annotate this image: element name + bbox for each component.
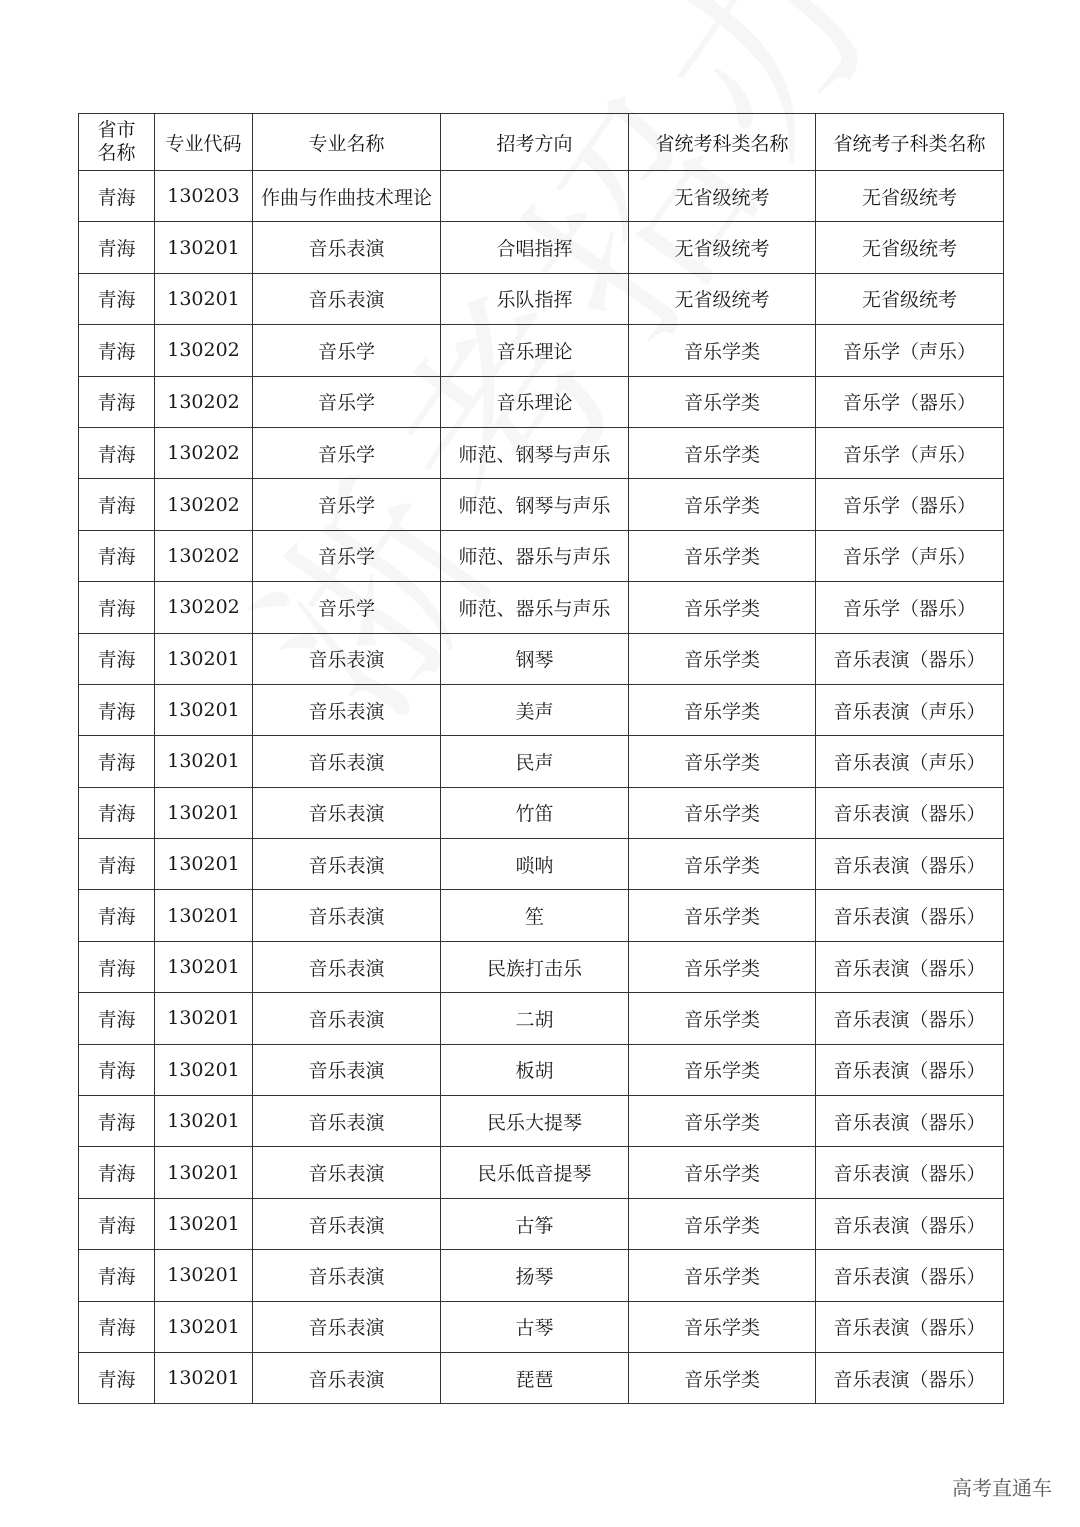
cell-major: 音乐表演 (253, 1352, 441, 1403)
table-body (79, 171, 1004, 1404)
cell-direction: 乐队指挥 (441, 273, 629, 324)
cell-major: 音乐学 (253, 427, 441, 478)
cell-exam-subcategory: 音乐表演（器乐） (816, 839, 1004, 890)
cell-major: 作曲与作曲技术理论 (253, 171, 441, 222)
cell-province: 青海 (79, 479, 155, 530)
cell-code: 130201 (155, 1301, 253, 1352)
table-row (79, 479, 1004, 530)
cell-province: 青海 (79, 1301, 155, 1352)
cell-province: 青海 (79, 1147, 155, 1198)
cell-code: 130201 (155, 890, 253, 941)
cell-code: 130201 (155, 1044, 253, 1095)
cell-direction: 合唱指挥 (441, 222, 629, 273)
cell-exam-category: 音乐学类 (629, 325, 816, 376)
cell-exam-subcategory: 音乐表演（器乐） (816, 1147, 1004, 1198)
cell-exam-subcategory: 音乐学（声乐） (816, 325, 1004, 376)
cell-exam-category: 音乐学类 (629, 376, 816, 427)
cell-code: 130201 (155, 736, 253, 787)
cell-exam-subcategory: 音乐表演（器乐） (816, 1352, 1004, 1403)
cell-direction: 琵琶 (441, 1352, 629, 1403)
table-row (79, 1352, 1004, 1403)
header-province-line2: 名称 (97, 142, 136, 164)
cell-province: 青海 (79, 582, 155, 633)
cell-major: 音乐学 (253, 325, 441, 376)
cell-direction: 师范、器乐与声乐 (441, 530, 629, 581)
cell-direction: 音乐理论 (441, 325, 629, 376)
cell-exam-category: 音乐学类 (629, 787, 816, 838)
cell-exam-category: 音乐学类 (629, 582, 816, 633)
cell-code: 130201 (155, 684, 253, 735)
cell-exam-category: 音乐学类 (629, 1198, 816, 1249)
cell-exam-category: 音乐学类 (629, 479, 816, 530)
header-exam-category: 省统考科类名称 (629, 114, 816, 171)
cell-exam-subcategory: 音乐表演（器乐） (816, 1198, 1004, 1249)
table-row (79, 427, 1004, 478)
cell-major: 音乐表演 (253, 736, 441, 787)
cell-direction (441, 171, 629, 222)
cell-major: 音乐表演 (253, 993, 441, 1044)
cell-major: 音乐表演 (253, 890, 441, 941)
footer-brand: 高考直通车 (952, 1476, 1052, 1500)
table-row (79, 530, 1004, 581)
cell-exam-category: 音乐学类 (629, 1147, 816, 1198)
cell-exam-subcategory: 音乐表演（器乐） (816, 787, 1004, 838)
table-row (79, 222, 1004, 273)
cell-direction: 师范、器乐与声乐 (441, 582, 629, 633)
cell-province: 青海 (79, 1044, 155, 1095)
cell-direction: 师范、钢琴与声乐 (441, 427, 629, 478)
table-row (79, 1044, 1004, 1095)
cell-province: 青海 (79, 1250, 155, 1301)
cell-exam-subcategory: 音乐表演（器乐） (816, 993, 1004, 1044)
cell-code: 130201 (155, 993, 253, 1044)
header-code: 专业代码 (155, 114, 253, 171)
cell-province: 青海 (79, 325, 155, 376)
cell-direction: 音乐理论 (441, 376, 629, 427)
cell-exam-subcategory: 音乐学（声乐） (816, 427, 1004, 478)
table-row (79, 171, 1004, 222)
table-row (79, 736, 1004, 787)
cell-province: 青海 (79, 684, 155, 735)
table-row (79, 633, 1004, 684)
cell-major: 音乐表演 (253, 1301, 441, 1352)
cell-major: 音乐表演 (253, 787, 441, 838)
cell-exam-category: 音乐学类 (629, 839, 816, 890)
cell-exam-subcategory: 音乐表演（器乐） (816, 890, 1004, 941)
cell-code: 130201 (155, 1352, 253, 1403)
cell-province: 青海 (79, 222, 155, 273)
cell-province: 青海 (79, 633, 155, 684)
cell-province: 青海 (79, 1198, 155, 1249)
cell-code: 130202 (155, 427, 253, 478)
cell-province: 青海 (79, 890, 155, 941)
cell-code: 130202 (155, 376, 253, 427)
cell-direction: 扬琴 (441, 1250, 629, 1301)
cell-exam-subcategory: 音乐表演（器乐） (816, 941, 1004, 992)
table-row (79, 1198, 1004, 1249)
cell-exam-subcategory: 音乐学（器乐） (816, 376, 1004, 427)
cell-direction: 板胡 (441, 1044, 629, 1095)
cell-province: 青海 (79, 787, 155, 838)
cell-code: 130201 (155, 1198, 253, 1249)
table-row (79, 376, 1004, 427)
cell-code: 130202 (155, 325, 253, 376)
cell-code: 130201 (155, 633, 253, 684)
cell-exam-category: 音乐学类 (629, 890, 816, 941)
cell-major: 音乐表演 (253, 273, 441, 324)
cell-major: 音乐表演 (253, 1147, 441, 1198)
cell-code: 130201 (155, 1096, 253, 1147)
cell-exam-category: 音乐学类 (629, 530, 816, 581)
cell-major: 音乐表演 (253, 633, 441, 684)
cell-province: 青海 (79, 993, 155, 1044)
header-major: 专业名称 (253, 114, 441, 171)
cell-direction: 民族打击乐 (441, 941, 629, 992)
cell-province: 青海 (79, 427, 155, 478)
cell-exam-category: 音乐学类 (629, 941, 816, 992)
cell-province: 青海 (79, 736, 155, 787)
cell-exam-category: 音乐学类 (629, 736, 816, 787)
table-row (79, 1250, 1004, 1301)
cell-major: 音乐表演 (253, 1198, 441, 1249)
cell-code: 130201 (155, 222, 253, 273)
table-row (79, 273, 1004, 324)
cell-direction: 美声 (441, 684, 629, 735)
table-row (79, 1096, 1004, 1147)
cell-exam-category: 音乐学类 (629, 1096, 816, 1147)
table-row (79, 582, 1004, 633)
cell-direction: 笙 (441, 890, 629, 941)
cell-exam-subcategory: 无省级统考 (816, 222, 1004, 273)
cell-province: 青海 (79, 1352, 155, 1403)
cell-exam-subcategory: 音乐表演（器乐） (816, 1250, 1004, 1301)
cell-province: 青海 (79, 530, 155, 581)
table-row (79, 890, 1004, 941)
cell-province: 青海 (79, 941, 155, 992)
cell-major: 音乐表演 (253, 1044, 441, 1095)
cell-direction: 二胡 (441, 993, 629, 1044)
cell-major: 音乐表演 (253, 941, 441, 992)
table-row (79, 1147, 1004, 1198)
header-direction: 招考方向 (441, 114, 629, 171)
cell-exam-category: 音乐学类 (629, 1044, 816, 1095)
cell-exam-subcategory: 音乐表演（器乐） (816, 633, 1004, 684)
table-row (79, 684, 1004, 735)
cell-major: 音乐表演 (253, 684, 441, 735)
cell-exam-subcategory: 无省级统考 (816, 171, 1004, 222)
cell-code: 130202 (155, 479, 253, 530)
cell-direction: 唢呐 (441, 839, 629, 890)
cell-exam-subcategory: 音乐学（器乐） (816, 479, 1004, 530)
cell-major: 音乐表演 (253, 1250, 441, 1301)
header-province (79, 114, 155, 171)
cell-exam-subcategory: 音乐表演（声乐） (816, 736, 1004, 787)
cell-exam-subcategory: 音乐学（声乐） (816, 530, 1004, 581)
cell-major: 音乐学 (253, 376, 441, 427)
cell-exam-category: 音乐学类 (629, 633, 816, 684)
cell-code: 130201 (155, 273, 253, 324)
table-row (79, 839, 1004, 890)
cell-exam-category: 无省级统考 (629, 273, 816, 324)
cell-exam-category: 无省级统考 (629, 222, 816, 273)
cell-code: 130201 (155, 1147, 253, 1198)
table-row (79, 787, 1004, 838)
cell-exam-subcategory: 音乐学（器乐） (816, 582, 1004, 633)
cell-direction: 古琴 (441, 1301, 629, 1352)
cell-exam-category: 音乐学类 (629, 993, 816, 1044)
table-row (79, 1301, 1004, 1352)
admissions-table (78, 113, 1004, 1404)
cell-code: 130201 (155, 839, 253, 890)
cell-code: 130202 (155, 530, 253, 581)
cell-code: 130201 (155, 941, 253, 992)
cell-major: 音乐表演 (253, 222, 441, 273)
cell-province: 青海 (79, 839, 155, 890)
cell-code: 130202 (155, 582, 253, 633)
cell-exam-subcategory: 音乐表演（器乐） (816, 1301, 1004, 1352)
header-exam-subcategory: 省统考子科类名称 (816, 114, 1004, 171)
cell-direction: 钢琴 (441, 633, 629, 684)
cell-exam-category: 音乐学类 (629, 684, 816, 735)
cell-exam-category: 无省级统考 (629, 171, 816, 222)
cell-direction: 民乐低音提琴 (441, 1147, 629, 1198)
cell-exam-category: 音乐学类 (629, 1352, 816, 1403)
cell-direction: 民乐大提琴 (441, 1096, 629, 1147)
cell-code: 130203 (155, 171, 253, 222)
cell-exam-subcategory: 音乐表演（器乐） (816, 1044, 1004, 1095)
cell-code: 130201 (155, 787, 253, 838)
cell-province: 青海 (79, 273, 155, 324)
cell-exam-subcategory: 音乐表演（声乐） (816, 684, 1004, 735)
cell-exam-subcategory: 音乐表演（器乐） (816, 1096, 1004, 1147)
cell-direction: 古筝 (441, 1198, 629, 1249)
cell-code: 130201 (155, 1250, 253, 1301)
cell-direction: 民声 (441, 736, 629, 787)
cell-exam-category: 音乐学类 (629, 1250, 816, 1301)
cell-major: 音乐表演 (253, 1096, 441, 1147)
table-row (79, 993, 1004, 1044)
cell-exam-subcategory: 无省级统考 (816, 273, 1004, 324)
header-province-line1: 省市 (97, 119, 136, 141)
cell-major: 音乐表演 (253, 839, 441, 890)
cell-direction: 师范、钢琴与声乐 (441, 479, 629, 530)
cell-direction: 竹笛 (441, 787, 629, 838)
cell-major: 音乐学 (253, 479, 441, 530)
table-row (79, 325, 1004, 376)
table-header (79, 114, 1004, 171)
cell-province: 青海 (79, 171, 155, 222)
table-row (79, 941, 1004, 992)
cell-major: 音乐学 (253, 582, 441, 633)
cell-exam-category: 音乐学类 (629, 1301, 816, 1352)
cell-exam-category: 音乐学类 (629, 427, 816, 478)
cell-province: 青海 (79, 376, 155, 427)
cell-major: 音乐学 (253, 530, 441, 581)
header-row (79, 114, 1004, 171)
cell-province: 青海 (79, 1096, 155, 1147)
